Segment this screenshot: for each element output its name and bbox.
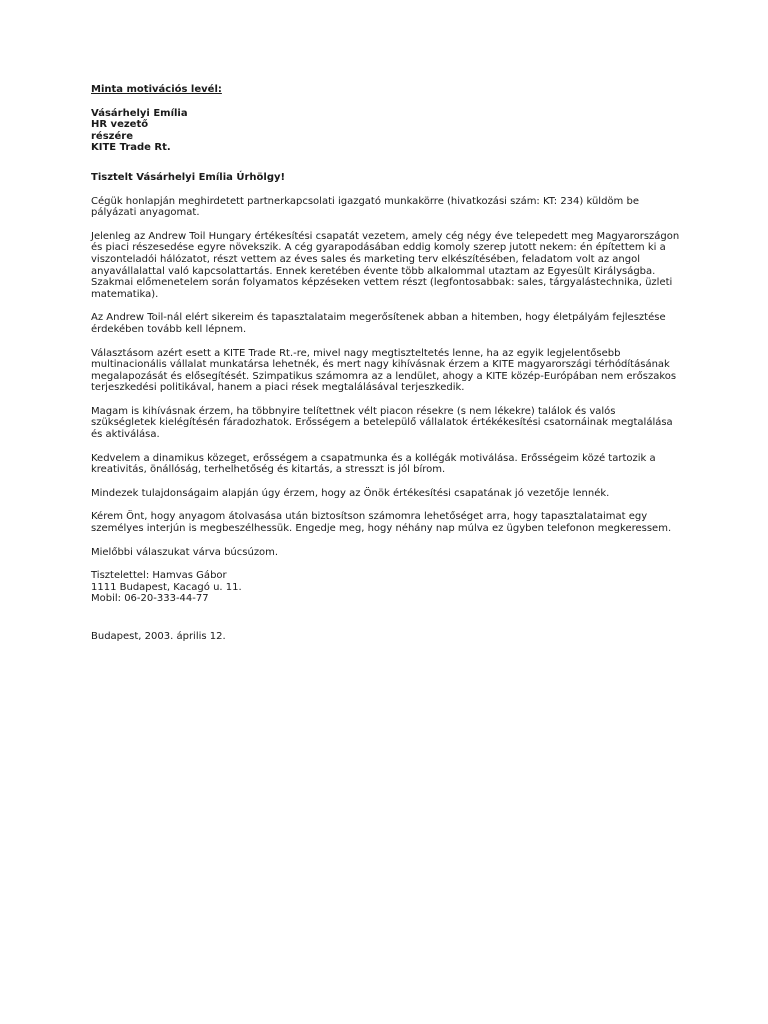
signature-phone: Mobil: 06-20-333-44-77 [91,593,209,605]
salutation: Tisztelt Vásárhelyi Emília Úrhölgy! [91,171,286,183]
body-paragraph: Jelenleg az Andrew Toil Hungary értékesítési csapatát vezetem, amely cég négy éve telepedett meg Magyarországon és piaci részesedése egyre növekszik. A cég gyarapodásában eddig komoly szerep jutott nekem: én építettem ki a viszonteladói hálózatot, részt vettem az éves sales és marketing terv elkészítésében, feladatom volt az angol anyavállalattal való kapcsolattartás. Ennek keretében évente több alkalommal utaztam az Egyesült Királyságba. Szakmai előmenetelem során folyamatos képzéseken vettem részt (legfontosabbak: sales, tárgyalástechnika, üzleti matematika). [91,230,680,300]
body-paragraph: Magam is kihívásnak érzem, ha többnyire telítettnek vélt piacon résekre (s nem lékekre) találok és valós szükségletek kielégítésén fáradozhatok. Erősségem a betelepülő vállalatok értékékesítési csatornáinak megtalálása és aktiválása. [91,405,673,441]
recipient-block [91,108,681,154]
signature-block [91,570,681,605]
letter-date: Budapest, 2003. április 12. [91,631,226,642]
body-paragraph: Cégük honlapján meghirdetett partnerkapcsolati igazgató munkakörre (hivatkozási szám: KT: 234) küldöm be pályázati anyagomat. [91,195,639,219]
signature-name: Tisztelettel: Hamvas Gábor [91,570,227,582]
recipient-for: részére [91,130,133,142]
signature-address: 1111 Budapest, Kacagó u. 11. [91,581,242,593]
body-paragraph: Kedvelem a dinamikus közeget, erősségem a csapatmunka és a kollégák motiválása. Erősségeim közé tartozik a kreativitás, önállóság, terhelhetőség és kitartás, a stresszt is jól bírom. [91,452,656,476]
letter-page [91,84,681,643]
closing-line: Mielőbbi válaszukat várva búcsúzom. [91,546,279,558]
body-paragraph: Mindezek tulajdonságaim alapján úgy érzem, hogy az Önök értékesítési csapatának jó vezetője lennék. [91,487,610,499]
recipient-name: Vásárhelyi Emília [91,107,188,119]
body-paragraph: Választásom azért esett a KITE Trade Rt.-re, mivel nagy megtiszteltetés lenne, ha az egyik legjelentősebb multinacionális vállalat munkatársa lehetnék, és mert nagy kihívásnak érzem a KITE magyarországi térhódításának megalapozását és elősegítését. Szimpatikus számomra az a lendület, ahogy a KITE közép-Európában nem erőszakos terjeszkedési politikával, hanem a piaci rések megtalálásával terjeszkedik. [91,347,677,394]
letter-heading: Minta motivációs levél: [91,84,222,95]
body-paragraph: Kérem Önt, hogy anyagom átolvasása után biztosítson számomra lehetőséget arra, hogy tapasztalataimat egy személyes interjún is megbeszélhessük. Engedje meg, hogy néhány nap múlva ez ügyben telefonon megkeressem. [91,511,672,535]
recipient-company: KITE Trade Rt. [91,142,171,154]
recipient-title: HR vezető [91,119,149,131]
body-paragraph: Az Andrew Toil-nál elért sikereim és tapasztalataim megerősítenek abban a hitemben, hogy életpályám fejlesztése érdekében tovább kell lépnem. [91,312,666,335]
